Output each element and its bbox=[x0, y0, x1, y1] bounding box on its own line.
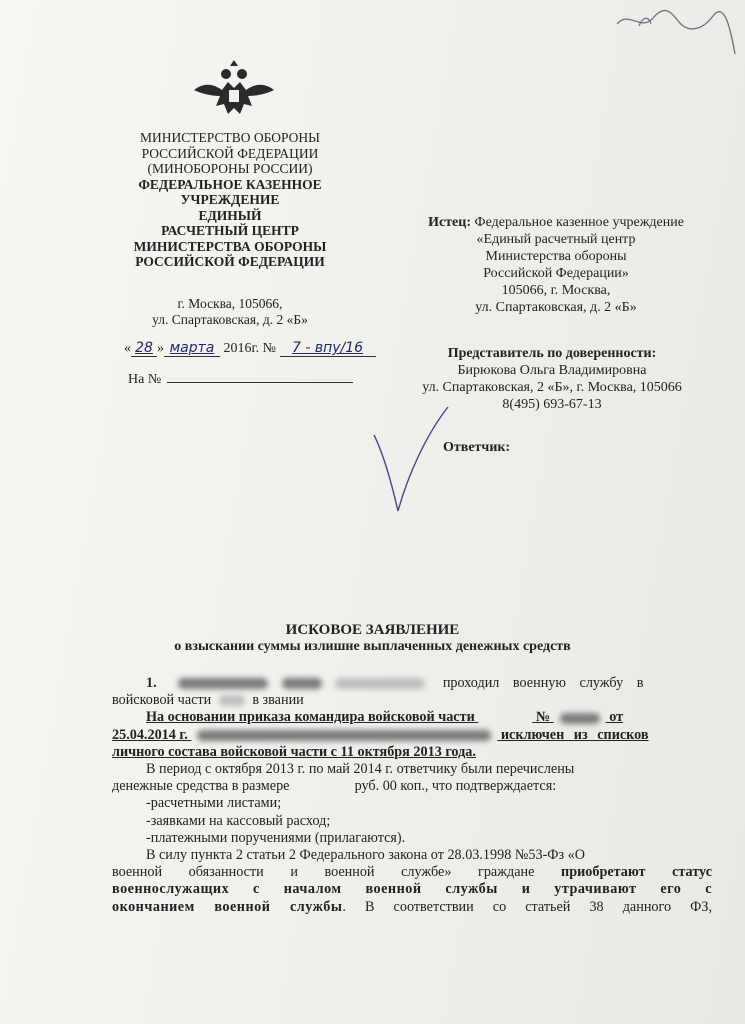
redacted-name bbox=[178, 678, 268, 689]
plaintiff-label: Истец: bbox=[428, 215, 472, 230]
paragraph-number: 1. bbox=[146, 675, 157, 691]
agency-line: РАСЧЕТНЫЙ ЦЕНТР bbox=[161, 223, 299, 238]
document-body bbox=[112, 675, 712, 916]
body-text: личного состава войсковой части с 11 октября 2013 года. bbox=[112, 743, 476, 760]
reference-label: На № bbox=[128, 372, 162, 387]
plaintiff-line: Российской Федерации» bbox=[483, 266, 629, 281]
body-text: В силу пункта 2 статьи 2 Федерального закона от 28.03.1998 №53-Фз «О bbox=[146, 847, 586, 864]
list-item: -заявками на кассовый расход; bbox=[146, 812, 331, 829]
ministry-line: (МИНОБОРОНЫ РОССИИ) bbox=[147, 161, 313, 176]
body-text: военной обязанности и военной службе» граждане bbox=[112, 864, 562, 881]
document-subtitle: о взыскании суммы излишне выплаченных денежных средств bbox=[174, 639, 571, 654]
representative-block bbox=[392, 345, 712, 413]
body-text: . В соответствии со статьей 38 данного ФЗ, bbox=[342, 898, 712, 915]
body-text: от bbox=[609, 709, 624, 726]
body-text: военнослужащих с началом военной службы и утрачивают его с bbox=[112, 881, 712, 898]
plaintiff-line: ул. Спартаковская, д. 2 «Б» bbox=[475, 300, 637, 315]
body-text: № bbox=[535, 709, 551, 726]
body-text: исключен из списков bbox=[500, 726, 649, 743]
reference-blank bbox=[167, 369, 353, 383]
list-item: -платежными поручениями (прилагаются). bbox=[146, 829, 406, 846]
redacted-name bbox=[197, 730, 491, 741]
plaintiff-block bbox=[396, 214, 716, 316]
body-text: приобретают статус bbox=[561, 864, 712, 881]
date-open-quote: « bbox=[124, 341, 131, 356]
ministry-line: МИНИСТЕРСТВО ОБОРОНЫ bbox=[140, 130, 320, 145]
date-month: марта bbox=[164, 340, 220, 357]
agency-line: ФЕДЕРАЛЬНОЕ КАЗЕННОЕ bbox=[138, 176, 322, 192]
body-text: в звании bbox=[252, 692, 304, 709]
body-text: В период с октября 2013 г. по май 2014 г. ответчику были перечислены bbox=[146, 761, 575, 778]
checkmark-icon bbox=[370, 405, 450, 515]
outgoing-number: 7 - впу/16 bbox=[280, 340, 376, 357]
body-text: руб. 00 коп., что подтверждается: bbox=[354, 778, 557, 795]
handwritten-note-icon bbox=[609, 2, 739, 62]
address-line: г. Москва, 105066, bbox=[177, 296, 283, 311]
redacted-order-number bbox=[560, 713, 600, 724]
agency-line: УЧРЕЖДЕНИЕ bbox=[180, 192, 280, 207]
plaintiff-line: 105066, г. Москва, bbox=[501, 283, 611, 298]
plaintiff-line: Федеральное казенное учреждение bbox=[474, 215, 684, 230]
body-text: 25.04.2014 г. bbox=[112, 726, 188, 743]
plaintiff-line: «Единый расчетный центр bbox=[476, 232, 636, 247]
list-item: -расчетными листами; bbox=[146, 795, 282, 812]
representative-label: Представитель по доверенности: bbox=[447, 346, 657, 361]
date-day: 28 bbox=[131, 340, 157, 357]
sender-address bbox=[152, 296, 308, 328]
agency-line: ЕДИНЫЙ bbox=[198, 207, 262, 223]
body-text: проходил военную службу в bbox=[442, 675, 644, 691]
representative-line: Бирюкова Ольга Владимировна bbox=[457, 363, 647, 378]
respondent-label: Ответчик: bbox=[443, 440, 511, 455]
body-text: денежные средства в размере bbox=[112, 778, 290, 795]
body-text: войсковой части bbox=[112, 692, 212, 709]
sender-block bbox=[110, 130, 350, 270]
date-close-quote: » bbox=[157, 341, 164, 356]
body-text: окончанием военной службы bbox=[112, 898, 343, 915]
body-text: На основании приказа командира войсковой части bbox=[146, 709, 475, 726]
plaintiff-line: Министерства обороны bbox=[485, 249, 627, 264]
agency-line: МИНИСТЕРСТВА ОБОРОНЫ bbox=[133, 238, 327, 254]
date-year-label: 2016г. № bbox=[220, 341, 277, 356]
agency-line: РОССИЙСКОЙ ФЕДЕРАЦИИ bbox=[135, 254, 325, 269]
redacted-name bbox=[282, 678, 322, 689]
representative-line: ул. Спартаковская, 2 «Б», г. Москва, 105066 bbox=[422, 380, 682, 395]
representative-line: 8(495) 693-67-13 bbox=[502, 397, 602, 412]
double-headed-eagle-emblem-icon bbox=[192, 60, 276, 118]
address-line: ул. Спартаковская, д. 2 «Б» bbox=[152, 312, 308, 327]
redacted-name bbox=[335, 678, 425, 689]
ministry-line: РОССИЙСКОЙ ФЕДЕРАЦИИ bbox=[141, 145, 319, 161]
reference-line bbox=[128, 369, 353, 388]
redacted-unit bbox=[219, 695, 245, 706]
outgoing-date-number bbox=[124, 340, 376, 357]
document-title: ИСКОВОЕ ЗАЯВЛЕНИЕ bbox=[285, 622, 460, 638]
